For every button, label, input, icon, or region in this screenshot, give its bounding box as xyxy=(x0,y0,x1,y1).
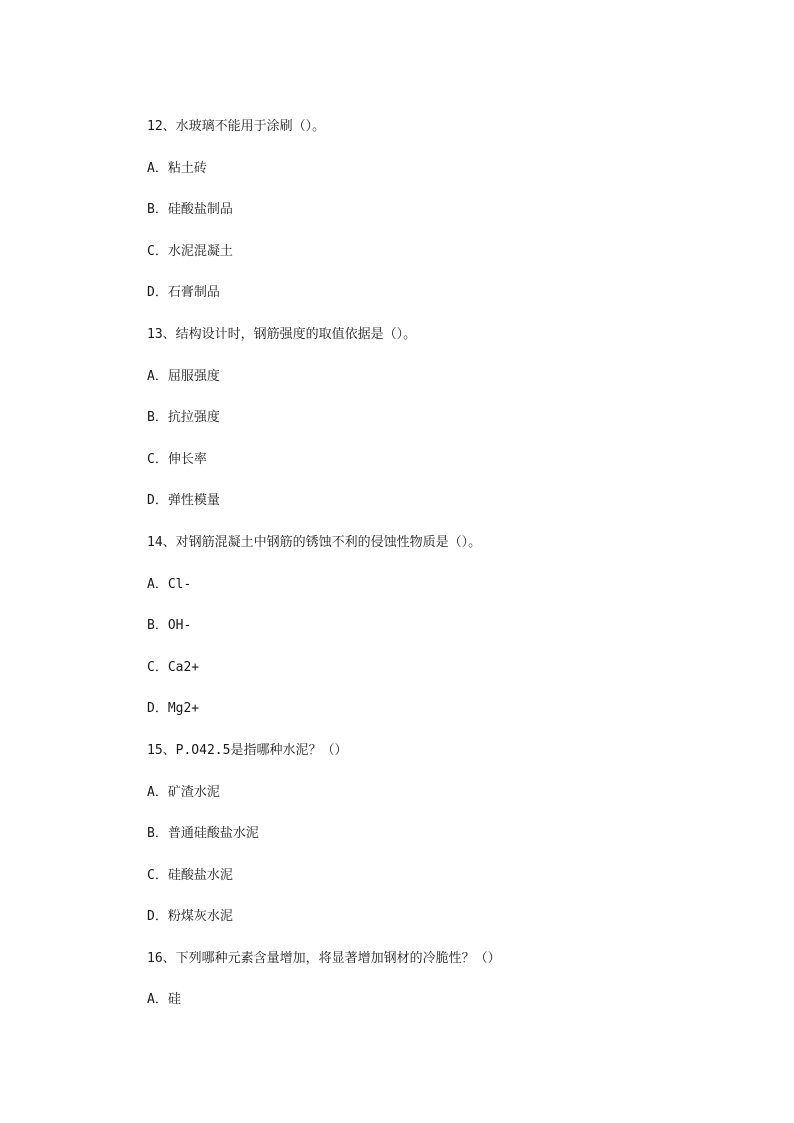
question-stem: 13、结构设计时，钢筋强度的取值依据是（）。 xyxy=(147,326,417,342)
option-d: D．粉煤灰水泥 xyxy=(147,909,233,925)
question-stem: 15、P.O42.5是指哪种水泥？（） xyxy=(147,742,348,758)
question-16 xyxy=(147,949,747,1011)
option-c: C．Ca2+ xyxy=(147,659,200,675)
option-a: A．粘土砖 xyxy=(147,160,207,176)
option-a: A．Cl- xyxy=(147,576,192,592)
option-a: A．矿渣水泥 xyxy=(147,784,220,800)
option-b: B．抗拉强度 xyxy=(147,410,220,426)
option-d: D．Mg2+ xyxy=(147,701,200,717)
question-stem: 16、下列哪种元素含量增加，将显著增加钢材的冷脆性？（） xyxy=(147,950,501,966)
option-d: D．弹性模量 xyxy=(147,493,220,509)
question-stem: 12、水玻璃不能用于涂刷（）。 xyxy=(147,119,326,134)
option-d: D．石膏制品 xyxy=(147,285,220,301)
question-stem: 14、对钢筋混凝土中钢筋的锈蚀不利的侵蚀性物质是（）。 xyxy=(147,534,482,550)
option-c: C．水泥混凝土 xyxy=(147,243,233,259)
document-page xyxy=(147,117,747,1032)
option-b: B．硅酸盐制品 xyxy=(147,202,233,218)
question-12 xyxy=(147,117,747,303)
question-13 xyxy=(147,325,747,511)
option-a: A．屈服强度 xyxy=(147,368,220,384)
question-14 xyxy=(147,533,747,719)
option-a: A．硅 xyxy=(147,992,181,1008)
question-15 xyxy=(147,741,747,927)
option-b: B．OH- xyxy=(147,618,192,634)
option-c: C．伸长率 xyxy=(147,451,207,467)
option-c: C．硅酸盐水泥 xyxy=(147,867,233,883)
option-b: B．普通硅酸盐水泥 xyxy=(147,826,259,842)
